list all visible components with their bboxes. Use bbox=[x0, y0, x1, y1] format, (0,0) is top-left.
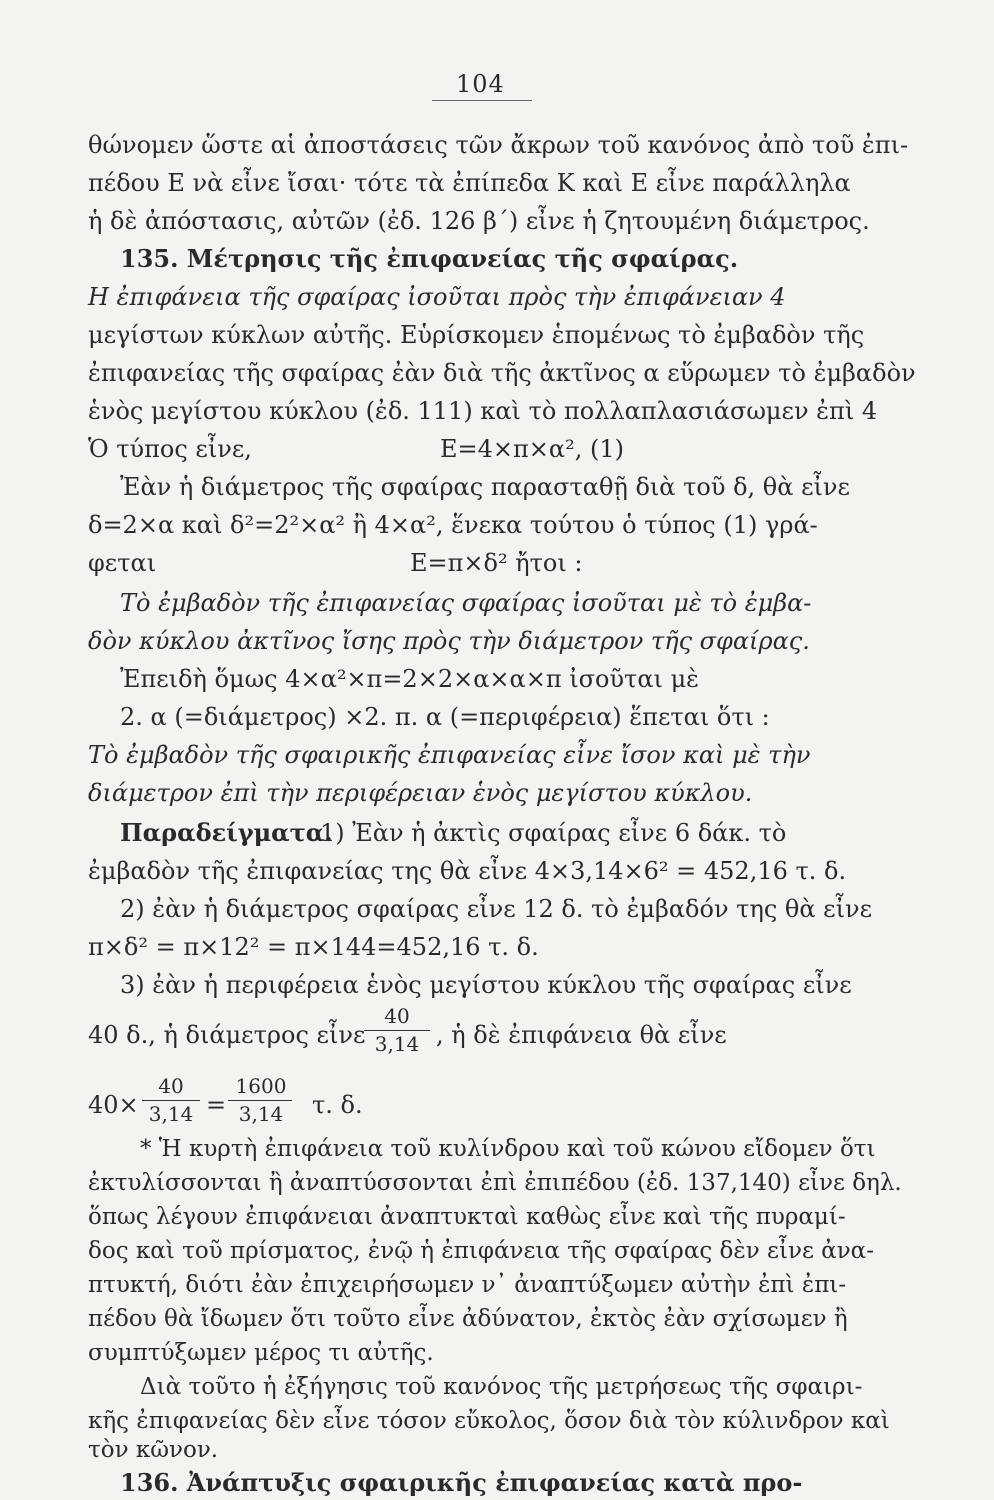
rule-text: Τὸ ἐμβαδὸν τῆς ἐπιφανείας σφαίρας ἰσοῦται μὲ τὸ ἐμβα- bbox=[120, 589, 812, 617]
footnote-line: κῆς ἐπιφανείας δὲν εἶνε τόσον εὔκολος, ὅσον διὰ τὸν κύλινδρον καὶ bbox=[88, 1408, 890, 1434]
fraction-bar bbox=[142, 1100, 200, 1101]
rule-text: δὸν κύκλου ἀκτῖνος ἴσης πρὸς τὴν διάμετρον τῆς σφαίρας. bbox=[88, 627, 810, 655]
footnote-line: πτυκτή, διότι ἐὰν ἐπιχειρήσωμεν ν᾿ ἀναπτύξωμεν αὐτὴν ἐπὶ ἐπι- bbox=[88, 1272, 847, 1298]
text-line: ἐπιφανείας τῆς σφαίρας ἐὰν διὰ τῆς ἀκτῖνος α εὕρωμεν τὸ ἐμβαδὸν bbox=[88, 359, 916, 387]
text-line: 3) ἐὰν ἡ περιφέρεια ἑνὸς μεγίστου κύκλου τῆς σφαίρας εἶνε bbox=[120, 971, 852, 999]
text-line: 2. α (=διάμετρος) ×2. π. α (=περιφέρεια) ἕπεται ὅτι : bbox=[120, 703, 770, 731]
fraction-denominator: 3,14 bbox=[238, 1102, 284, 1126]
text-line: 40 δ., ἡ διάμετρος εἶνε bbox=[88, 1021, 366, 1049]
equals-sign: = bbox=[206, 1091, 227, 1119]
text-line: μεγίστων κύκλων αὐτῆς. Εὑρίσκομεν ἑπομένως τὸ ἐμβαδὸν τῆς bbox=[88, 321, 865, 349]
fraction-numerator: 1600 bbox=[235, 1074, 287, 1098]
rule-text: διάμετρον ἐπὶ τὴν περιφέρειαν ἑνὸς μεγίστου κύκλου. bbox=[88, 779, 753, 807]
text-line: ἡ δὲ ἀπόστασις, αὐτῶν (ἐδ. 126 β΄) εἶνε ἡ ζητουμένη διάμετρος. bbox=[88, 207, 870, 235]
fraction-numerator: 40 bbox=[158, 1074, 184, 1098]
text-line: τ. δ. bbox=[312, 1091, 363, 1119]
fraction-bar bbox=[364, 1030, 430, 1031]
footnote-line: Διὰ τοῦτο ἡ ἐξήγησις τοῦ κανόνος τῆς μετρήσεως τῆς σφαιρι- bbox=[140, 1374, 863, 1400]
footnote-line: πέδου θὰ ἴδωμεν ὅτι τοῦτο εἶνε ἀδύνατον, ἐκτὸς ἐὰν σχίσωμεν ἢ bbox=[88, 1306, 848, 1332]
text-line: θώνομεν ὥστε αἱ ἀποστάσεις τῶν ἄκρων τοῦ κανόνος ἀπὸ τοῦ ἐπι- bbox=[88, 131, 909, 159]
fraction-bar bbox=[228, 1100, 292, 1101]
fraction-denominator: 3,14 bbox=[148, 1102, 194, 1126]
text-line: Ἐπειδὴ ὅμως 4×α²×π=2×2×α×α×π ἰσοῦται μὲ bbox=[120, 665, 700, 693]
formula-2: Ε=π×δ² ἤτοι : bbox=[410, 549, 583, 577]
text-line: φεται bbox=[88, 549, 157, 577]
text-line: δ=2×α καὶ δ²=2²×α² ἢ 4×α², ἕνεκα τούτου ὁ τύπος (1) γρά- bbox=[88, 511, 818, 539]
text-line: 2) ἐὰν ἡ διάμετρος σφαίρας εἶνε 12 δ. τὸ ἐμβαδόν της θὰ εἶνε bbox=[120, 895, 873, 923]
rule-text: Τὸ ἐμβαδὸν τῆς σφαιρικῆς ἐπιφανείας εἶνε ἴσον καὶ μὲ τὴν bbox=[88, 741, 811, 769]
fraction-denominator: 3,14 bbox=[374, 1032, 420, 1056]
footnote-line: * Ἡ κυρτὴ ἐπιφάνεια τοῦ κυλίνδρου καὶ τοῦ κώνου εἴδομεν ὅτι bbox=[140, 1136, 876, 1162]
section-heading-135: 135. Μέτρησις τῆς ἐπιφανείας τῆς σφαίρας. bbox=[120, 244, 739, 273]
footnote-line: δος καὶ τοῦ πρίσματος, ἐνῷ ἡ ἐπιφάνεια τῆς σφαίρας δὲν εἶνε ἀνα- bbox=[88, 1238, 874, 1264]
text-line: 1) Ἐὰν ἡ ἀκτὶς σφαίρας εἶνε 6 δάκ. τὸ bbox=[320, 819, 787, 847]
footnote-line: τὸν κῶνον. bbox=[88, 1437, 219, 1463]
page-number: 104 bbox=[456, 70, 505, 98]
text-line: π×δ² = π×12² = π×144=452,16 τ. δ. bbox=[88, 933, 539, 961]
text-line: Ὁ τύπος εἶνε, bbox=[88, 435, 252, 463]
fraction-numerator: 40 bbox=[384, 1004, 410, 1028]
text-line: Ἐὰν ἡ διάμετρος τῆς σφαίρας παρασταθῇ διὰ τοῦ δ, θὰ εἶνε bbox=[120, 473, 850, 501]
text-line: πέδου Ε νὰ εἶνε ἴσαι· τότε τὰ ἐπίπεδα Κ καὶ Ε εἶνε παράλληλα bbox=[88, 169, 851, 197]
theorem-text: Η ἐπιφάνεια τῆς σφαίρας ἰσοῦται πρὸς τὴν ἐπιφάνειαν 4 bbox=[88, 283, 786, 311]
footnote-line: συμπτύξωμεν μέρος τι αὐτῆς. bbox=[88, 1340, 434, 1366]
examples-heading: Παραδείγματα. bbox=[120, 818, 333, 847]
text-line: , ἡ δὲ ἐπιφάνεια θὰ εἶνε bbox=[436, 1021, 727, 1049]
footnote-line: ὅπως λέγουν ἐπιφάνειαι ἀναπτυκταὶ καθὼς εἶνε καὶ τῆς πυραμί- bbox=[88, 1204, 846, 1230]
text-line: ἐμβαδὸν τῆς ἐπιφανείας της θὰ εἶνε 4×3,14×6² = 452,16 τ. δ. bbox=[88, 857, 847, 885]
footnote-line: ἐκτυλίσσονται ἢ ἀναπτύσσονται ἐπὶ ἐπιπέδου (ἐδ. 137,140) εἶνε δηλ. bbox=[88, 1170, 902, 1196]
formula-3-start: 40× bbox=[88, 1091, 139, 1119]
section-heading-136: 136. Ἀνάπτυξις σφαιρικῆς ἐπιφανείας κατὰ προ- bbox=[120, 1468, 803, 1497]
page-number-rule bbox=[432, 100, 532, 101]
text-line: ἑνὸς μεγίστου κύκλου (ἐδ. 111) καὶ τὸ πολλαπλασιάσωμεν ἐπὶ 4 bbox=[88, 397, 878, 425]
formula-1: Ε=4×π×α², (1) bbox=[440, 435, 624, 463]
